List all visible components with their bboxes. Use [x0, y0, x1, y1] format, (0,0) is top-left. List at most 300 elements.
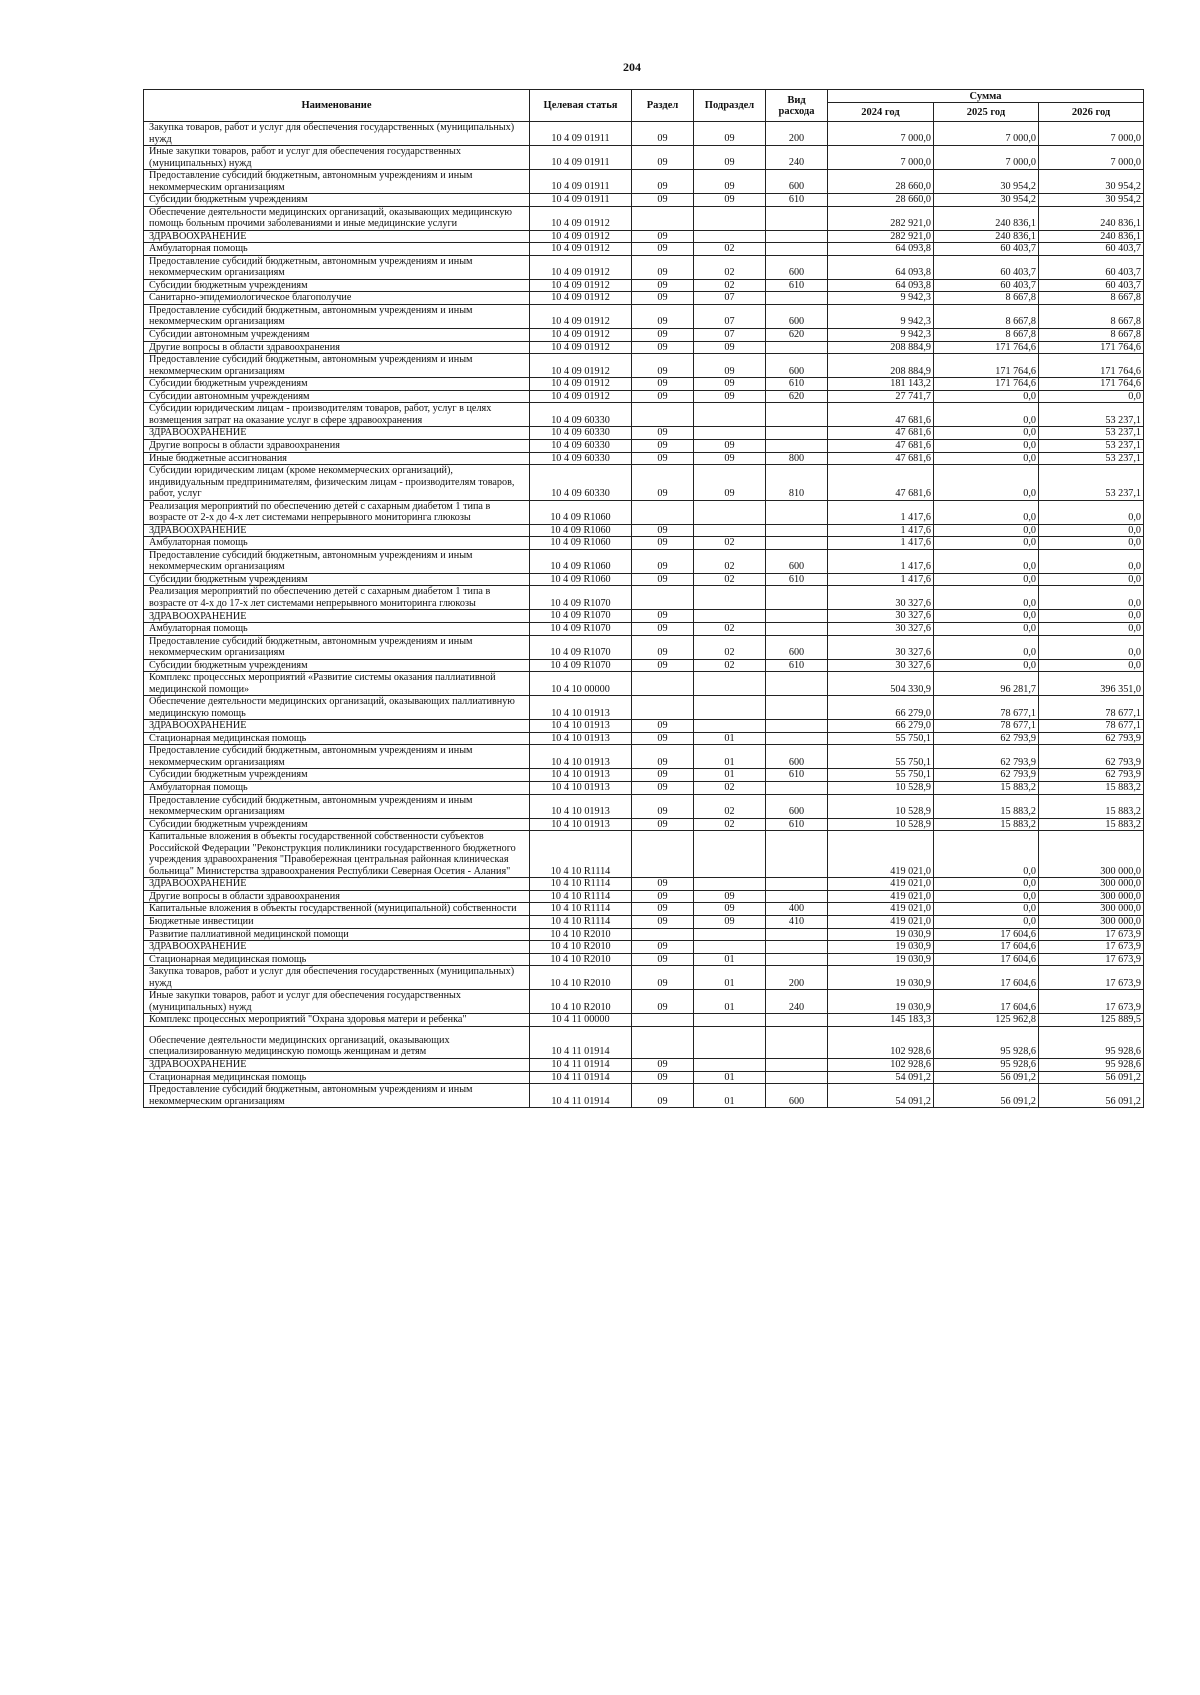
row-2025: 0,0 [934, 890, 1039, 903]
row-name: Обеспечение деятельности медицинских организаций, оказывающих специализированную медицинскую помощь женщинам и детям [144, 1026, 530, 1058]
row-section: 09 [632, 818, 694, 831]
row-name: Реализация мероприятий по обеспечению детей с сахарным диабетом 1 типа в возрасте от 4-х до 17-х лет системами непрерывного мониторинга глюкозы [144, 586, 530, 610]
row-2026: 0,0 [1039, 573, 1144, 586]
row-expense-type [766, 403, 828, 427]
row-section: 09 [632, 243, 694, 256]
table-row [144, 966, 1144, 990]
row-section [632, 403, 694, 427]
row-2025: 7 000,0 [934, 122, 1039, 146]
row-name: Амбулаторная помощь [144, 781, 530, 794]
row-subsection: 09 [694, 122, 766, 146]
row-subsection: 02 [694, 255, 766, 279]
row-2026: 171 764,6 [1039, 378, 1144, 391]
row-name: Закупка товаров, работ и услуг для обеспечения государственных (муниципальных) нужд [144, 966, 530, 990]
row-expense-type [766, 890, 828, 903]
row-2025: 62 793,9 [934, 732, 1039, 745]
row-2026: 0,0 [1039, 390, 1144, 403]
row-expense-type [766, 439, 828, 452]
row-expense-type [766, 941, 828, 954]
row-2026: 78 677,1 [1039, 720, 1144, 733]
row-subsection: 01 [694, 1084, 766, 1108]
row-2024: 54 091,2 [828, 1084, 934, 1108]
row-subsection: 01 [694, 745, 766, 769]
row-2024: 64 093,8 [828, 255, 934, 279]
row-name: Предоставление субсидий бюджетным, автономным учреждениям и иным некоммерческим организациям [144, 1084, 530, 1108]
row-target: 10 4 09 R1060 [530, 549, 632, 573]
row-target: 10 4 09 60330 [530, 452, 632, 465]
row-expense-type: 800 [766, 452, 828, 465]
row-expense-type: 620 [766, 328, 828, 341]
row-section: 09 [632, 170, 694, 194]
row-2025: 0,0 [934, 831, 1039, 878]
row-expense-type: 600 [766, 255, 828, 279]
table-row [144, 659, 1144, 672]
row-2024: 30 327,6 [828, 610, 934, 623]
row-2026: 0,0 [1039, 524, 1144, 537]
row-subsection: 07 [694, 328, 766, 341]
table-row [144, 341, 1144, 354]
row-subsection: 02 [694, 623, 766, 636]
row-2026: 95 928,6 [1039, 1026, 1144, 1058]
row-section: 09 [632, 146, 694, 170]
row-2024: 19 030,9 [828, 990, 934, 1014]
row-2025: 0,0 [934, 537, 1039, 550]
row-expense-type: 600 [766, 745, 828, 769]
row-target: 10 4 09 01911 [530, 170, 632, 194]
table-row [144, 953, 1144, 966]
row-subsection [694, 206, 766, 230]
row-subsection [694, 230, 766, 243]
row-subsection: 07 [694, 304, 766, 328]
row-target: 10 4 09 01911 [530, 146, 632, 170]
row-2026: 396 351,0 [1039, 672, 1144, 696]
row-expense-type [766, 696, 828, 720]
row-2026: 15 883,2 [1039, 818, 1144, 831]
row-target: 10 4 09 01912 [530, 304, 632, 328]
row-2025: 56 091,2 [934, 1071, 1039, 1084]
row-2025: 0,0 [934, 549, 1039, 573]
row-subsection [694, 524, 766, 537]
row-2026: 300 000,0 [1039, 903, 1144, 916]
row-name: Субсидии автономным учреждениям [144, 328, 530, 341]
table-row [144, 635, 1144, 659]
row-2025: 0,0 [934, 623, 1039, 636]
row-2024: 47 681,6 [828, 465, 934, 501]
row-section [632, 696, 694, 720]
row-section: 09 [632, 781, 694, 794]
row-name: Иные бюджетные ассигнования [144, 452, 530, 465]
table-row [144, 170, 1144, 194]
row-2026: 171 764,6 [1039, 354, 1144, 378]
row-2026: 78 677,1 [1039, 696, 1144, 720]
table-body [144, 122, 1144, 1108]
header-2024: 2024 год [828, 103, 934, 122]
row-section: 09 [632, 903, 694, 916]
row-subsection [694, 672, 766, 696]
row-2024: 282 921,0 [828, 206, 934, 230]
row-expense-type: 600 [766, 549, 828, 573]
row-target: 10 4 10 R1114 [530, 890, 632, 903]
row-2024: 1 417,6 [828, 524, 934, 537]
row-name: Предоставление субсидий бюджетным, автономным учреждениям и иным некоммерческим организациям [144, 635, 530, 659]
table-row [144, 390, 1144, 403]
table-row [144, 831, 1144, 878]
row-target: 10 4 11 01914 [530, 1026, 632, 1058]
row-expense-type [766, 1026, 828, 1058]
row-section: 09 [632, 255, 694, 279]
row-2025: 0,0 [934, 878, 1039, 891]
row-2026: 8 667,8 [1039, 304, 1144, 328]
row-section: 09 [632, 354, 694, 378]
row-name: Амбулаторная помощь [144, 243, 530, 256]
row-target: 10 4 10 R2010 [530, 928, 632, 941]
row-2026: 56 091,2 [1039, 1071, 1144, 1084]
row-2024: 19 030,9 [828, 953, 934, 966]
row-expense-type: 240 [766, 990, 828, 1014]
row-2024: 27 741,7 [828, 390, 934, 403]
row-target: 10 4 09 01912 [530, 255, 632, 279]
row-target: 10 4 09 R1070 [530, 586, 632, 610]
row-section [632, 586, 694, 610]
row-expense-type [766, 586, 828, 610]
row-name: Комплекс процессных мероприятий «Развитие системы оказания паллиативной медицинской помощи» [144, 672, 530, 696]
row-target: 10 4 10 01913 [530, 696, 632, 720]
header-section: Раздел [632, 90, 694, 122]
row-expense-type: 400 [766, 903, 828, 916]
row-section: 09 [632, 465, 694, 501]
row-name: Субсидии бюджетным учреждениям [144, 769, 530, 782]
table-row [144, 122, 1144, 146]
row-2024: 47 681,6 [828, 452, 934, 465]
row-name: Субсидии бюджетным учреждениям [144, 378, 530, 391]
row-expense-type [766, 610, 828, 623]
row-2026: 17 673,9 [1039, 990, 1144, 1014]
row-subsection: 01 [694, 1071, 766, 1084]
table-row [144, 465, 1144, 501]
row-subsection: 09 [694, 452, 766, 465]
row-subsection [694, 831, 766, 878]
header-target: Целевая статья [530, 90, 632, 122]
row-subsection [694, 696, 766, 720]
row-section: 09 [632, 439, 694, 452]
row-2026: 53 237,1 [1039, 439, 1144, 452]
row-section: 09 [632, 659, 694, 672]
row-2024: 64 093,8 [828, 243, 934, 256]
table-row [144, 328, 1144, 341]
row-section: 09 [632, 230, 694, 243]
row-expense-type: 240 [766, 146, 828, 170]
row-2024: 66 279,0 [828, 696, 934, 720]
row-subsection [694, 1026, 766, 1058]
row-name: Иные закупки товаров, работ и услуг для обеспечения государственных (муниципальных) нужд [144, 146, 530, 170]
table-row [144, 586, 1144, 610]
row-2025: 240 836,1 [934, 206, 1039, 230]
row-section [632, 831, 694, 878]
table-row [144, 1084, 1144, 1108]
row-2025: 0,0 [934, 465, 1039, 501]
row-expense-type: 410 [766, 915, 828, 928]
row-expense-type [766, 341, 828, 354]
table-row [144, 537, 1144, 550]
row-target: 10 4 09 01912 [530, 341, 632, 354]
row-target: 10 4 09 R1070 [530, 659, 632, 672]
row-name: Субсидии бюджетным учреждениям [144, 659, 530, 672]
row-subsection: 09 [694, 465, 766, 501]
row-subsection [694, 586, 766, 610]
table-row [144, 1026, 1144, 1058]
row-2024: 47 681,6 [828, 439, 934, 452]
table-row [144, 146, 1144, 170]
row-2025: 17 604,6 [934, 990, 1039, 1014]
row-section: 09 [632, 573, 694, 586]
row-2026: 240 836,1 [1039, 206, 1144, 230]
row-subsection: 02 [694, 243, 766, 256]
row-2026: 125 889,5 [1039, 1014, 1144, 1027]
row-target: 10 4 09 R1070 [530, 610, 632, 623]
row-2026: 56 091,2 [1039, 1084, 1144, 1108]
row-name: Реализация мероприятий по обеспечению детей с сахарным диабетом 1 типа в возрасте от 2-х до 4-х лет системами непрерывного мониторинга глюкозы [144, 500, 530, 524]
row-2024: 55 750,1 [828, 732, 934, 745]
row-expense-type: 600 [766, 1084, 828, 1108]
row-2025: 125 962,8 [934, 1014, 1039, 1027]
row-subsection: 02 [694, 279, 766, 292]
row-section: 09 [632, 878, 694, 891]
row-2025: 30 954,2 [934, 170, 1039, 194]
row-target: 10 4 10 R2010 [530, 953, 632, 966]
row-target: 10 4 09 01912 [530, 243, 632, 256]
row-2026: 62 793,9 [1039, 745, 1144, 769]
row-2024: 1 417,6 [828, 549, 934, 573]
row-subsection: 09 [694, 890, 766, 903]
row-target: 10 4 11 01914 [530, 1071, 632, 1084]
row-2026: 17 673,9 [1039, 928, 1144, 941]
table-row [144, 890, 1144, 903]
row-section: 09 [632, 966, 694, 990]
table-row [144, 878, 1144, 891]
row-2026: 8 667,8 [1039, 292, 1144, 305]
row-expense-type [766, 928, 828, 941]
row-2026: 53 237,1 [1039, 465, 1144, 501]
row-expense-type: 600 [766, 794, 828, 818]
row-2024: 181 143,2 [828, 378, 934, 391]
row-2024: 19 030,9 [828, 928, 934, 941]
row-section [632, 672, 694, 696]
row-2026: 8 667,8 [1039, 328, 1144, 341]
row-section: 09 [632, 1058, 694, 1071]
row-subsection: 09 [694, 378, 766, 391]
row-2024: 208 884,9 [828, 341, 934, 354]
row-target: 10 4 09 R1060 [530, 537, 632, 550]
row-target: 10 4 10 01913 [530, 818, 632, 831]
row-2025: 17 604,6 [934, 966, 1039, 990]
row-name: Комплекс процессных мероприятий "Охрана здоровья матери и ребенка" [144, 1014, 530, 1027]
row-target: 10 4 10 01913 [530, 720, 632, 733]
row-expense-type: 610 [766, 194, 828, 207]
table-row [144, 230, 1144, 243]
row-name: ЗДРАВООХРАНЕНИЕ [144, 427, 530, 440]
row-name: Другие вопросы в области здравоохранения [144, 341, 530, 354]
row-name: Предоставление субсидий бюджетным, автономным учреждениям и иным некоммерческим организациям [144, 304, 530, 328]
row-name: ЗДРАВООХРАНЕНИЕ [144, 1058, 530, 1071]
row-subsection: 02 [694, 549, 766, 573]
row-2025: 17 604,6 [934, 953, 1039, 966]
row-expense-type: 610 [766, 769, 828, 782]
row-target: 10 4 09 01911 [530, 194, 632, 207]
row-section: 09 [632, 953, 694, 966]
row-name: Обеспечение деятельности медицинских организаций, оказывающих медицинскую помощь больным прочими заболеваниями и иные медицинские услуги [144, 206, 530, 230]
row-section [632, 500, 694, 524]
row-target: 10 4 10 R1114 [530, 831, 632, 878]
table-row [144, 206, 1144, 230]
row-subsection [694, 941, 766, 954]
row-name: Обеспечение деятельности медицинских организаций, оказывающих паллиативную медицинскую помощь [144, 696, 530, 720]
row-subsection: 09 [694, 903, 766, 916]
row-subsection: 09 [694, 194, 766, 207]
row-expense-type: 610 [766, 818, 828, 831]
row-target: 10 4 10 R1114 [530, 903, 632, 916]
row-2025: 62 793,9 [934, 745, 1039, 769]
row-2025: 0,0 [934, 500, 1039, 524]
row-2024: 419 021,0 [828, 890, 934, 903]
row-target: 10 4 09 01912 [530, 279, 632, 292]
row-2025: 171 764,6 [934, 341, 1039, 354]
row-2026: 15 883,2 [1039, 781, 1144, 794]
row-name: ЗДРАВООХРАНЕНИЕ [144, 878, 530, 891]
row-name: Другие вопросы в области здравоохранения [144, 439, 530, 452]
table-row [144, 1071, 1144, 1084]
row-name: Субсидии бюджетным учреждениям [144, 573, 530, 586]
row-2026: 60 403,7 [1039, 243, 1144, 256]
row-target: 10 4 10 00000 [530, 672, 632, 696]
row-2026: 300 000,0 [1039, 878, 1144, 891]
row-2025: 240 836,1 [934, 230, 1039, 243]
header-name: Наименование [144, 90, 530, 122]
page-number: 204 [623, 60, 641, 74]
row-2026: 53 237,1 [1039, 427, 1144, 440]
row-2024: 419 021,0 [828, 903, 934, 916]
row-name: ЗДРАВООХРАНЕНИЕ [144, 941, 530, 954]
header-2026: 2026 год [1039, 103, 1144, 122]
row-target: 10 4 10 01913 [530, 732, 632, 745]
row-target: 10 4 10 01913 [530, 745, 632, 769]
row-name: Санитарно-эпидемиологическое благополучие [144, 292, 530, 305]
row-2024: 10 528,9 [828, 794, 934, 818]
table-row [144, 255, 1144, 279]
row-section: 09 [632, 549, 694, 573]
row-section: 09 [632, 452, 694, 465]
row-2024: 19 030,9 [828, 966, 934, 990]
row-name: Капитальные вложения в объекты государственной собственности субъектов Российской Федерации "Реконструкция поликлиники государственного бюджетного учреждения здравоохранения "Правобережная центральная районная клиническая больница" Министерства здравоохранения Республики Северная Осетия - Алания" [144, 831, 530, 878]
row-subsection: 02 [694, 537, 766, 550]
row-target: 10 4 09 01912 [530, 354, 632, 378]
row-subsection: 01 [694, 732, 766, 745]
table-row [144, 696, 1144, 720]
row-subsection: 09 [694, 915, 766, 928]
row-section: 09 [632, 890, 694, 903]
row-section: 09 [632, 745, 694, 769]
row-2025: 171 764,6 [934, 354, 1039, 378]
row-2025: 0,0 [934, 586, 1039, 610]
row-2024: 208 884,9 [828, 354, 934, 378]
row-subsection: 09 [694, 390, 766, 403]
row-subsection [694, 878, 766, 891]
row-expense-type [766, 427, 828, 440]
row-2025: 15 883,2 [934, 818, 1039, 831]
row-2026: 60 403,7 [1039, 255, 1144, 279]
row-section: 09 [632, 915, 694, 928]
row-2025: 0,0 [934, 635, 1039, 659]
row-section: 09 [632, 794, 694, 818]
row-section [632, 206, 694, 230]
row-2025: 8 667,8 [934, 304, 1039, 328]
row-expense-type [766, 243, 828, 256]
row-2024: 10 528,9 [828, 818, 934, 831]
row-expense-type: 600 [766, 170, 828, 194]
row-target: 10 4 10 R2010 [530, 990, 632, 1014]
row-2024: 10 528,9 [828, 781, 934, 794]
table-row [144, 903, 1144, 916]
row-section: 09 [632, 194, 694, 207]
row-2024: 30 327,6 [828, 659, 934, 672]
row-2026: 300 000,0 [1039, 915, 1144, 928]
row-name: Стационарная медицинская помощь [144, 953, 530, 966]
row-target: 10 4 09 60330 [530, 465, 632, 501]
header-subsection: Подраздел [694, 90, 766, 122]
row-2025: 0,0 [934, 610, 1039, 623]
row-subsection: 02 [694, 781, 766, 794]
row-2024: 7 000,0 [828, 146, 934, 170]
row-expense-type: 610 [766, 279, 828, 292]
table-row [144, 439, 1144, 452]
row-2025: 17 604,6 [934, 928, 1039, 941]
row-section: 09 [632, 1084, 694, 1108]
table-row [144, 990, 1144, 1014]
row-section: 09 [632, 1071, 694, 1084]
row-2026: 0,0 [1039, 610, 1144, 623]
table-row [144, 549, 1144, 573]
row-section: 09 [632, 635, 694, 659]
row-2026: 0,0 [1039, 537, 1144, 550]
header-sum: Сумма [828, 90, 1144, 103]
table-row [144, 500, 1144, 524]
row-target: 10 4 09 01912 [530, 206, 632, 230]
row-target: 10 4 09 01911 [530, 122, 632, 146]
row-section: 09 [632, 990, 694, 1014]
row-section: 09 [632, 732, 694, 745]
row-section: 09 [632, 769, 694, 782]
row-target: 10 4 09 01912 [530, 390, 632, 403]
row-target: 10 4 10 R2010 [530, 941, 632, 954]
row-expense-type [766, 524, 828, 537]
row-2025: 60 403,7 [934, 279, 1039, 292]
row-2024: 145 183,3 [828, 1014, 934, 1027]
row-subsection: 09 [694, 354, 766, 378]
row-2025: 0,0 [934, 524, 1039, 537]
row-2024: 504 330,9 [828, 672, 934, 696]
row-subsection [694, 610, 766, 623]
row-2025: 0,0 [934, 403, 1039, 427]
row-target: 10 4 10 01913 [530, 769, 632, 782]
row-subsection: 01 [694, 966, 766, 990]
row-name: Закупка товаров, работ и услуг для обеспечения государственных (муниципальных) нужд [144, 122, 530, 146]
row-expense-type [766, 1071, 828, 1084]
table-row [144, 794, 1144, 818]
row-name: Развитие паллиативной медицинской помощи [144, 928, 530, 941]
table-row [144, 524, 1144, 537]
row-name: Амбулаторная помощь [144, 537, 530, 550]
row-2024: 419 021,0 [828, 831, 934, 878]
row-expense-type [766, 781, 828, 794]
